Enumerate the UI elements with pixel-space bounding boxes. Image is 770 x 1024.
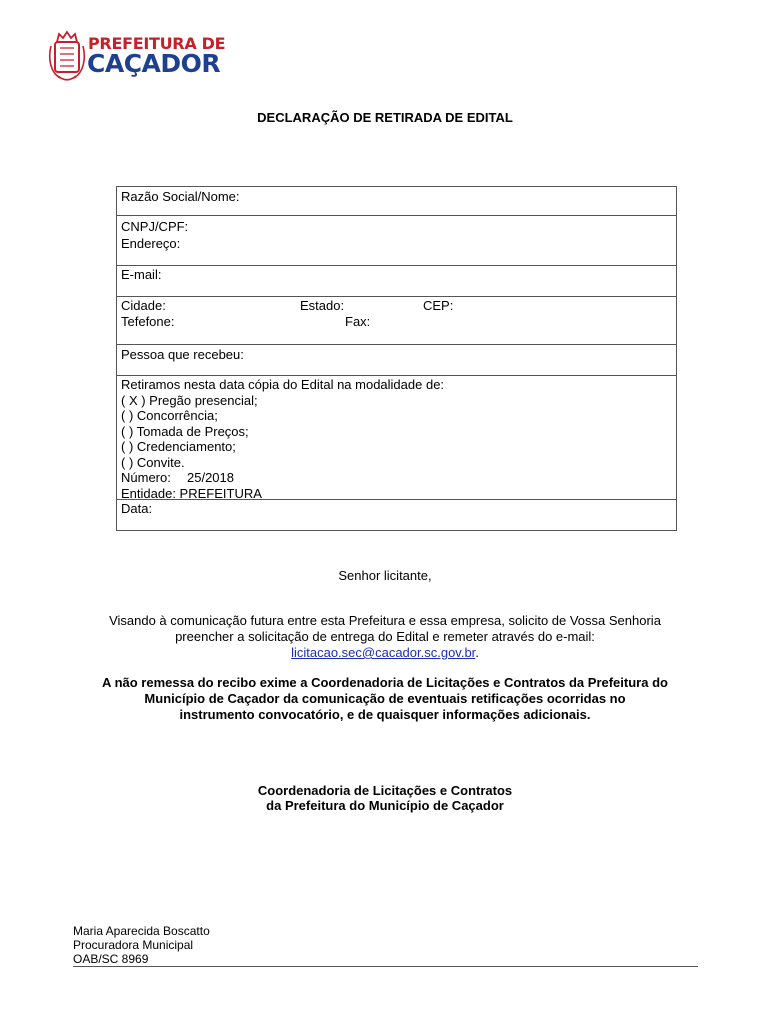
salutation: Senhor licitante, xyxy=(338,568,432,583)
footer-divider xyxy=(73,966,698,967)
logo-line-2: CAÇADOR xyxy=(87,49,221,78)
data-label: Data: xyxy=(121,501,153,516)
prefeitura-logo xyxy=(48,28,226,84)
row-telefone xyxy=(117,313,676,345)
notice-line-2: Município de Caçador da comunicação de eventuais retificações ocorridas no xyxy=(144,691,626,706)
notice-line-3: instrumento convocatório, e de quaisquer informações adicionais. xyxy=(179,707,591,722)
row-data xyxy=(117,499,676,530)
row-endereco xyxy=(117,234,676,266)
signer-oab: OAB/SC 8969 xyxy=(73,952,149,966)
notice-line-1: A não remessa do recibo exime a Coordenadoria de Licitações e Contratos da Prefeitura do xyxy=(102,675,668,690)
row-cidade xyxy=(117,297,676,313)
cidade-label: Cidade: xyxy=(121,298,166,313)
row-modalidade xyxy=(117,376,676,499)
cep-label: CEP: xyxy=(423,298,454,313)
email-line xyxy=(0,645,770,660)
form-table xyxy=(116,186,677,531)
signer-role: Procuradora Municipal xyxy=(73,938,194,952)
estado-label: Estado: xyxy=(300,298,345,313)
entidade-label: Entidade: PREFEITURA xyxy=(121,485,262,501)
city-emblem-icon xyxy=(48,28,86,82)
signer-name: Maria Aparecida Boscatto xyxy=(73,924,210,938)
logo-line-1: PREFEITURA DE xyxy=(88,34,226,53)
pessoa-label: Pessoa que recebeu: xyxy=(121,347,244,362)
retiramos-text: Retiramos nesta data cópia do Edital na modalidade de: xyxy=(121,377,445,392)
option-pregao: ( X ) Pregão presencial; xyxy=(121,392,258,408)
row-razao-social xyxy=(117,187,676,216)
option-concorrencia: ( ) Concorrência; xyxy=(121,408,218,423)
option-convite: ( ) Convite. xyxy=(121,454,185,470)
coordenadoria-line-2: da Prefeitura do Município de Caçador xyxy=(266,798,504,813)
row-cnpj xyxy=(117,216,676,234)
cnpj-label: CNPJ/CPF: xyxy=(121,219,189,234)
razao-social-label: Razão Social/Nome: xyxy=(121,189,240,204)
row-pessoa xyxy=(117,345,676,376)
option-credenciamento: ( ) Credenciamento; xyxy=(121,439,236,454)
email-link[interactable]: licitacao.sec@cacador.sc.gov.br xyxy=(291,645,476,660)
telefone-label: Tefefone: xyxy=(121,314,175,329)
document-title: DECLARAÇÃO DE RETIRADA DE EDITAL xyxy=(257,110,513,125)
numero-value: 25/2018 xyxy=(187,470,234,485)
row-email xyxy=(117,266,676,297)
email-label: E-mail: xyxy=(121,267,162,282)
email-suffix: . xyxy=(475,645,479,660)
fax-label: Fax: xyxy=(345,314,371,329)
numero-label: Número: xyxy=(121,470,171,485)
coordenadoria-line-1: Coordenadoria de Licitações e Contratos xyxy=(257,783,513,798)
paragraph-line-2: preencher a solicitação de entrega do Edital e remeter através do e-mail: xyxy=(175,629,595,644)
option-tomada-de-precos: ( ) Tomada de Preços; xyxy=(121,423,249,439)
endereco-label: Endereço: xyxy=(121,236,181,251)
paragraph-line-1: Visando à comunicação futura entre esta Prefeitura e essa empresa, solicito de Vossa Senhoria xyxy=(109,613,661,628)
